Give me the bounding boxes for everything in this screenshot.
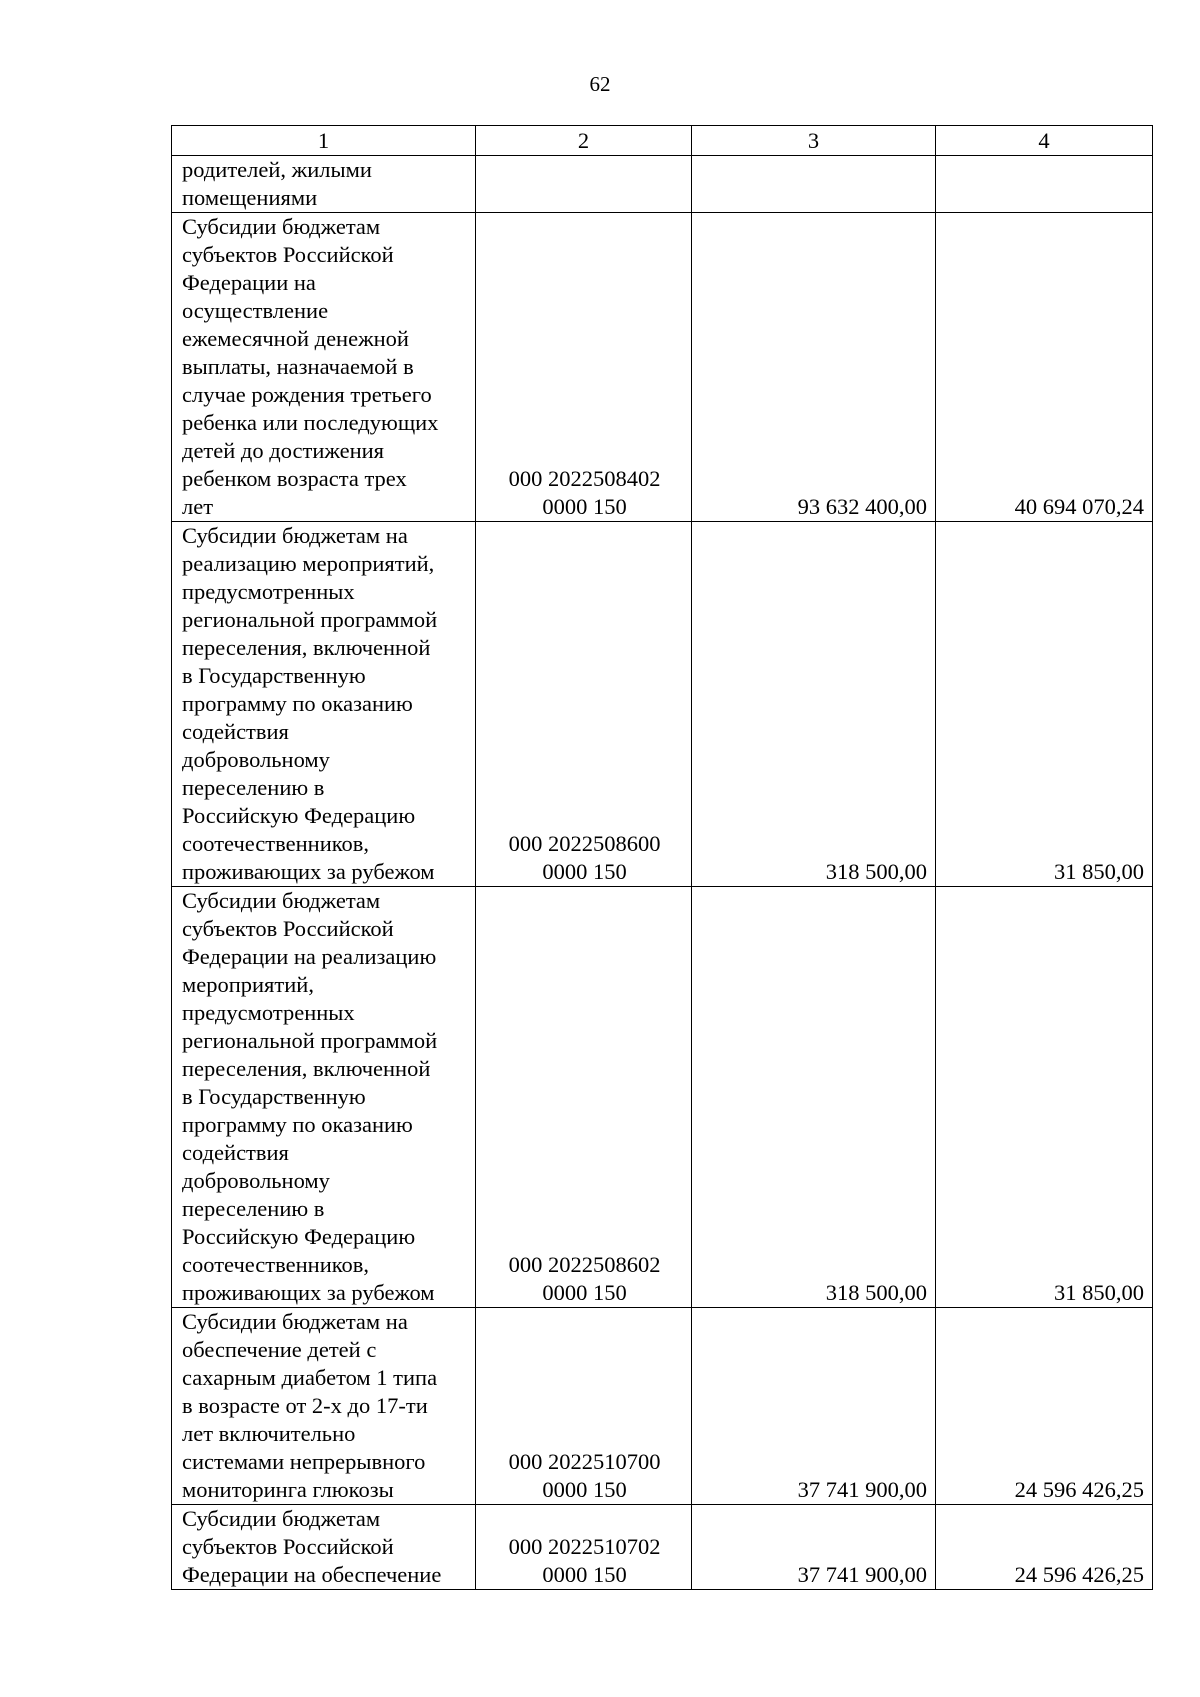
- table-row: [172, 213, 1153, 522]
- row-code: 000 2022510702 0000 150: [476, 1505, 692, 1590]
- row-amount-col4: 31 850,00: [936, 887, 1153, 1308]
- row-amount-col3: 37 741 900,00: [692, 1308, 936, 1505]
- row-code: [476, 156, 692, 213]
- row-description: Субсидии бюджетам субъектов Российской Федерации на осуществление ежемесячной денежной выплаты, назначаемой в случае рождения третьего ребенка или последующих детей до достижения ребенком возраста трех лет: [172, 213, 476, 522]
- row-amount-col3: 37 741 900,00: [692, 1505, 936, 1590]
- row-amount-col3: [692, 156, 936, 213]
- row-amount-col4: 24 596 426,25: [936, 1505, 1153, 1590]
- row-description: Субсидии бюджетам на реализацию мероприятий, предусмотренных региональной программой переселения, включенной в Государственную программу по оказанию содействия добровольному переселению в Российскую Федерацию соотечественников, проживающих за рубежом: [172, 522, 476, 887]
- row-description: родителей, жилыми помещениями: [172, 156, 476, 213]
- table-row: [172, 1308, 1153, 1505]
- row-amount-col3: 318 500,00: [692, 887, 936, 1308]
- row-code: 000 2022508600 0000 150: [476, 522, 692, 887]
- row-amount-col3: 318 500,00: [692, 522, 936, 887]
- budget-table: [171, 125, 1153, 1590]
- row-code: 000 2022508402 0000 150: [476, 213, 692, 522]
- row-code: 000 2022508602 0000 150: [476, 887, 692, 1308]
- row-description: Субсидии бюджетам субъектов Российской Федерации на реализацию мероприятий, предусмотренных региональной программой переселения, включенной в Государственную программу по оказанию содействия добровольному переселению в Российскую Федерацию соотечественников, проживающих за рубежом: [172, 887, 476, 1308]
- row-code: 000 2022510700 0000 150: [476, 1308, 692, 1505]
- row-description: Субсидии бюджетам на обеспечение детей с сахарным диабетом 1 типа в возрасте от 2-х до 17-ти лет включительно системами непрерывного мониторинга глюкозы: [172, 1308, 476, 1505]
- row-description: Субсидии бюджетам субъектов Российской Федерации на обеспечение: [172, 1505, 476, 1590]
- row-amount-col4: 40 694 070,24: [936, 213, 1153, 522]
- table-header-row: [172, 126, 1153, 156]
- table-row: [172, 522, 1153, 887]
- row-amount-col4: 24 596 426,25: [936, 1308, 1153, 1505]
- row-amount-col4: 31 850,00: [936, 522, 1153, 887]
- row-amount-col3: 93 632 400,00: [692, 213, 936, 522]
- row-amount-col4: [936, 156, 1153, 213]
- table-row: [172, 1505, 1153, 1590]
- column-header-2: 2: [476, 126, 692, 156]
- table-row: [172, 887, 1153, 1308]
- column-header-3: 3: [692, 126, 936, 156]
- column-header-1: 1: [172, 126, 476, 156]
- table-row: [172, 156, 1153, 213]
- column-header-4: 4: [936, 126, 1153, 156]
- page-number: 62: [589, 72, 611, 96]
